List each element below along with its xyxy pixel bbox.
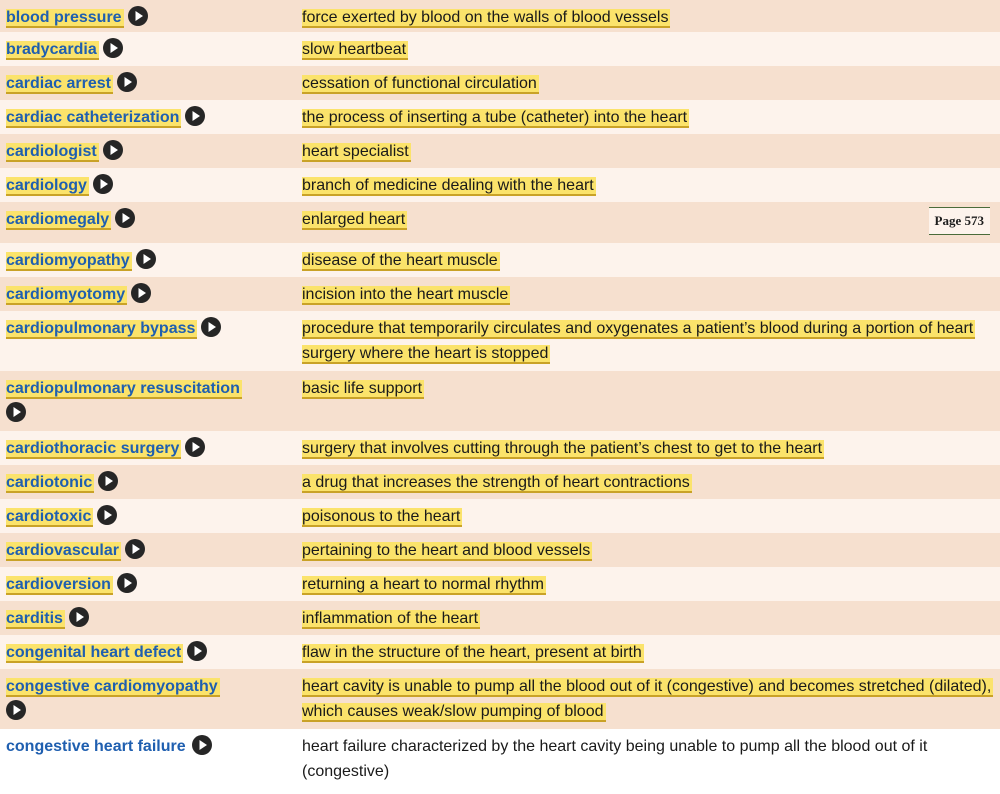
table-row xyxy=(0,0,1000,32)
definition-cell xyxy=(296,134,1000,168)
definition-text: branch of medicine dealing with the heart xyxy=(302,177,594,194)
play-audio-icon[interactable] xyxy=(185,106,205,126)
term-cell xyxy=(0,601,296,635)
term-cell xyxy=(0,371,296,431)
definition-text: heart failure characterized by the heart cavity being unable to pump all the blood out of it (congestive) xyxy=(302,738,928,780)
page-number-marker: Page 573 xyxy=(929,207,990,235)
definition-text: surgery that involves cutting through the patient’s chest to get to the heart xyxy=(302,440,823,457)
play-audio-icon[interactable] xyxy=(185,437,205,457)
term-text: cardiopulmonary bypass xyxy=(6,320,196,337)
term-cell xyxy=(0,635,296,669)
definition-cell xyxy=(296,601,1000,635)
term-text: congestive cardiomyopathy xyxy=(6,678,218,695)
play-audio-icon[interactable] xyxy=(192,735,212,755)
definition-text: basic life support xyxy=(302,380,423,397)
term-text: cardiomegaly xyxy=(6,211,110,228)
definition-cell xyxy=(296,499,1000,533)
term-cell xyxy=(0,202,296,243)
term-highlight xyxy=(6,644,183,663)
definition-cell xyxy=(296,567,1000,601)
term-highlight xyxy=(6,678,220,697)
term-cell xyxy=(0,465,296,499)
play-audio-icon[interactable] xyxy=(128,6,148,26)
play-audio-icon[interactable] xyxy=(6,700,26,720)
play-audio-icon[interactable] xyxy=(93,174,113,194)
definition-text: the process of inserting a tube (catheter) into the heart xyxy=(302,109,688,126)
term-cell xyxy=(0,243,296,277)
table-row xyxy=(0,311,1000,371)
term-text: cardiomyopathy xyxy=(6,252,130,269)
term-text: cardiac catheterization xyxy=(6,109,180,126)
table-row xyxy=(0,499,1000,533)
term-cell xyxy=(0,499,296,533)
definition-text: a drug that increases the strength of heart contractions xyxy=(302,474,690,491)
term-cell xyxy=(0,277,296,311)
term-highlight xyxy=(6,41,99,60)
play-audio-icon[interactable] xyxy=(201,317,221,337)
term-cell xyxy=(0,311,296,371)
definition-text: force exerted by blood on the walls of blood vessels xyxy=(302,9,669,26)
term-highlight xyxy=(6,320,197,339)
table-row xyxy=(0,100,1000,134)
term-text: cardiomyotomy xyxy=(6,286,126,303)
table-row xyxy=(0,134,1000,168)
definition-text: heart cavity is unable to pump all the blood out of it (congestive) and becomes stretched (dilated), which causes weak/slow pumping of blood xyxy=(302,678,992,720)
term-highlight xyxy=(6,9,124,28)
table-row xyxy=(0,601,1000,635)
definition-text: inflammation of the heart xyxy=(302,610,479,627)
table-row xyxy=(0,371,1000,431)
play-audio-icon[interactable] xyxy=(6,402,26,422)
play-audio-icon[interactable] xyxy=(103,38,123,58)
definition-cell xyxy=(296,635,1000,669)
term-cell xyxy=(0,134,296,168)
term-text: cardiology xyxy=(6,177,87,194)
definition-text: incision into the heart muscle xyxy=(302,286,509,303)
term-highlight xyxy=(6,286,127,305)
definition-cell xyxy=(296,66,1000,100)
table-row xyxy=(0,243,1000,277)
term-text: cardiologist xyxy=(6,143,97,160)
term-highlight xyxy=(6,440,181,459)
term-highlight xyxy=(6,75,113,94)
definition-cell xyxy=(296,100,1000,134)
term-cell xyxy=(0,669,296,729)
play-audio-icon[interactable] xyxy=(187,641,207,661)
definition-text: slow heartbeat xyxy=(302,41,407,58)
definition-text: cessation of functional circulation xyxy=(302,75,537,92)
table-row xyxy=(0,635,1000,669)
definition-cell xyxy=(296,168,1000,202)
play-audio-icon[interactable] xyxy=(117,72,137,92)
table-row xyxy=(0,168,1000,202)
play-audio-icon[interactable] xyxy=(115,208,135,228)
table-row xyxy=(0,533,1000,567)
term-text: cardiac arrest xyxy=(6,75,111,92)
term-cell xyxy=(0,431,296,465)
term-highlight xyxy=(6,177,89,196)
table-row xyxy=(0,729,1000,789)
term-highlight xyxy=(6,542,121,561)
play-audio-icon[interactable] xyxy=(117,573,137,593)
play-audio-icon[interactable] xyxy=(69,607,89,627)
term-cell xyxy=(0,168,296,202)
definition-cell xyxy=(296,669,1000,729)
term-highlight xyxy=(6,576,113,595)
term-text: cardioversion xyxy=(6,576,111,593)
term-highlight xyxy=(6,252,132,271)
definition-cell xyxy=(296,533,1000,567)
term-text: bradycardia xyxy=(6,41,97,58)
definition-text: enlarged heart xyxy=(302,211,406,228)
term-text: cardiopulmonary resuscitation xyxy=(6,380,240,397)
play-audio-icon[interactable] xyxy=(103,140,123,160)
term-cell xyxy=(0,0,296,32)
term-text: carditis xyxy=(6,610,63,627)
term-text: cardiotonic xyxy=(6,474,93,491)
definition-text: returning a heart to normal rhythm xyxy=(302,576,544,593)
term-cell xyxy=(0,567,296,601)
table-row xyxy=(0,32,1000,66)
term-highlight xyxy=(6,380,242,399)
play-audio-icon[interactable] xyxy=(136,249,156,269)
term-highlight xyxy=(6,109,181,128)
term-text: cardiotoxic xyxy=(6,508,92,525)
play-audio-icon[interactable] xyxy=(98,471,118,491)
definition-cell xyxy=(296,465,1000,499)
definition-cell xyxy=(296,431,1000,465)
term-highlight xyxy=(6,610,65,629)
term-text: congenital heart defect xyxy=(6,644,182,661)
term-cell xyxy=(0,729,296,789)
term-highlight xyxy=(6,508,93,527)
definition-text: pertaining to the heart and blood vessels xyxy=(302,542,591,559)
definition-cell xyxy=(296,729,1000,789)
definition-text: flaw in the structure of the heart, present at birth xyxy=(302,644,642,661)
definition-cell xyxy=(296,243,1000,277)
play-audio-icon[interactable] xyxy=(131,283,151,303)
definition-cell xyxy=(296,311,1000,371)
table-row xyxy=(0,66,1000,100)
term-highlight xyxy=(6,474,94,493)
term-text: cardiothoracic surgery xyxy=(6,440,180,457)
term-highlight xyxy=(6,738,188,755)
definition-text: procedure that temporarily circulates and oxygenates a patient’s blood during a portion of heart surgery where the heart is stopped xyxy=(302,320,974,362)
definition-cell xyxy=(296,371,1000,431)
play-audio-icon[interactable] xyxy=(97,505,117,525)
term-cell xyxy=(0,533,296,567)
definition-cell xyxy=(296,32,1000,66)
term-cell xyxy=(0,100,296,134)
play-audio-icon[interactable] xyxy=(125,539,145,559)
definition-text: heart specialist xyxy=(302,143,409,160)
table-row xyxy=(0,669,1000,729)
definition-cell xyxy=(296,277,1000,311)
definition-text: disease of the heart muscle xyxy=(302,252,498,269)
term-highlight xyxy=(6,211,111,230)
term-text: cardiovascular xyxy=(6,542,119,559)
term-text: blood pressure xyxy=(6,9,122,26)
term-cell xyxy=(0,32,296,66)
term-highlight xyxy=(6,143,99,162)
term-cell xyxy=(0,66,296,100)
table-row xyxy=(0,277,1000,311)
table-row xyxy=(0,431,1000,465)
table-row xyxy=(0,202,1000,243)
term-text: congestive heart failure xyxy=(6,738,186,755)
definition-cell xyxy=(296,202,1000,243)
definition-cell xyxy=(296,0,1000,32)
table-row xyxy=(0,567,1000,601)
table-row xyxy=(0,465,1000,499)
definition-text: poisonous to the heart xyxy=(302,508,461,525)
